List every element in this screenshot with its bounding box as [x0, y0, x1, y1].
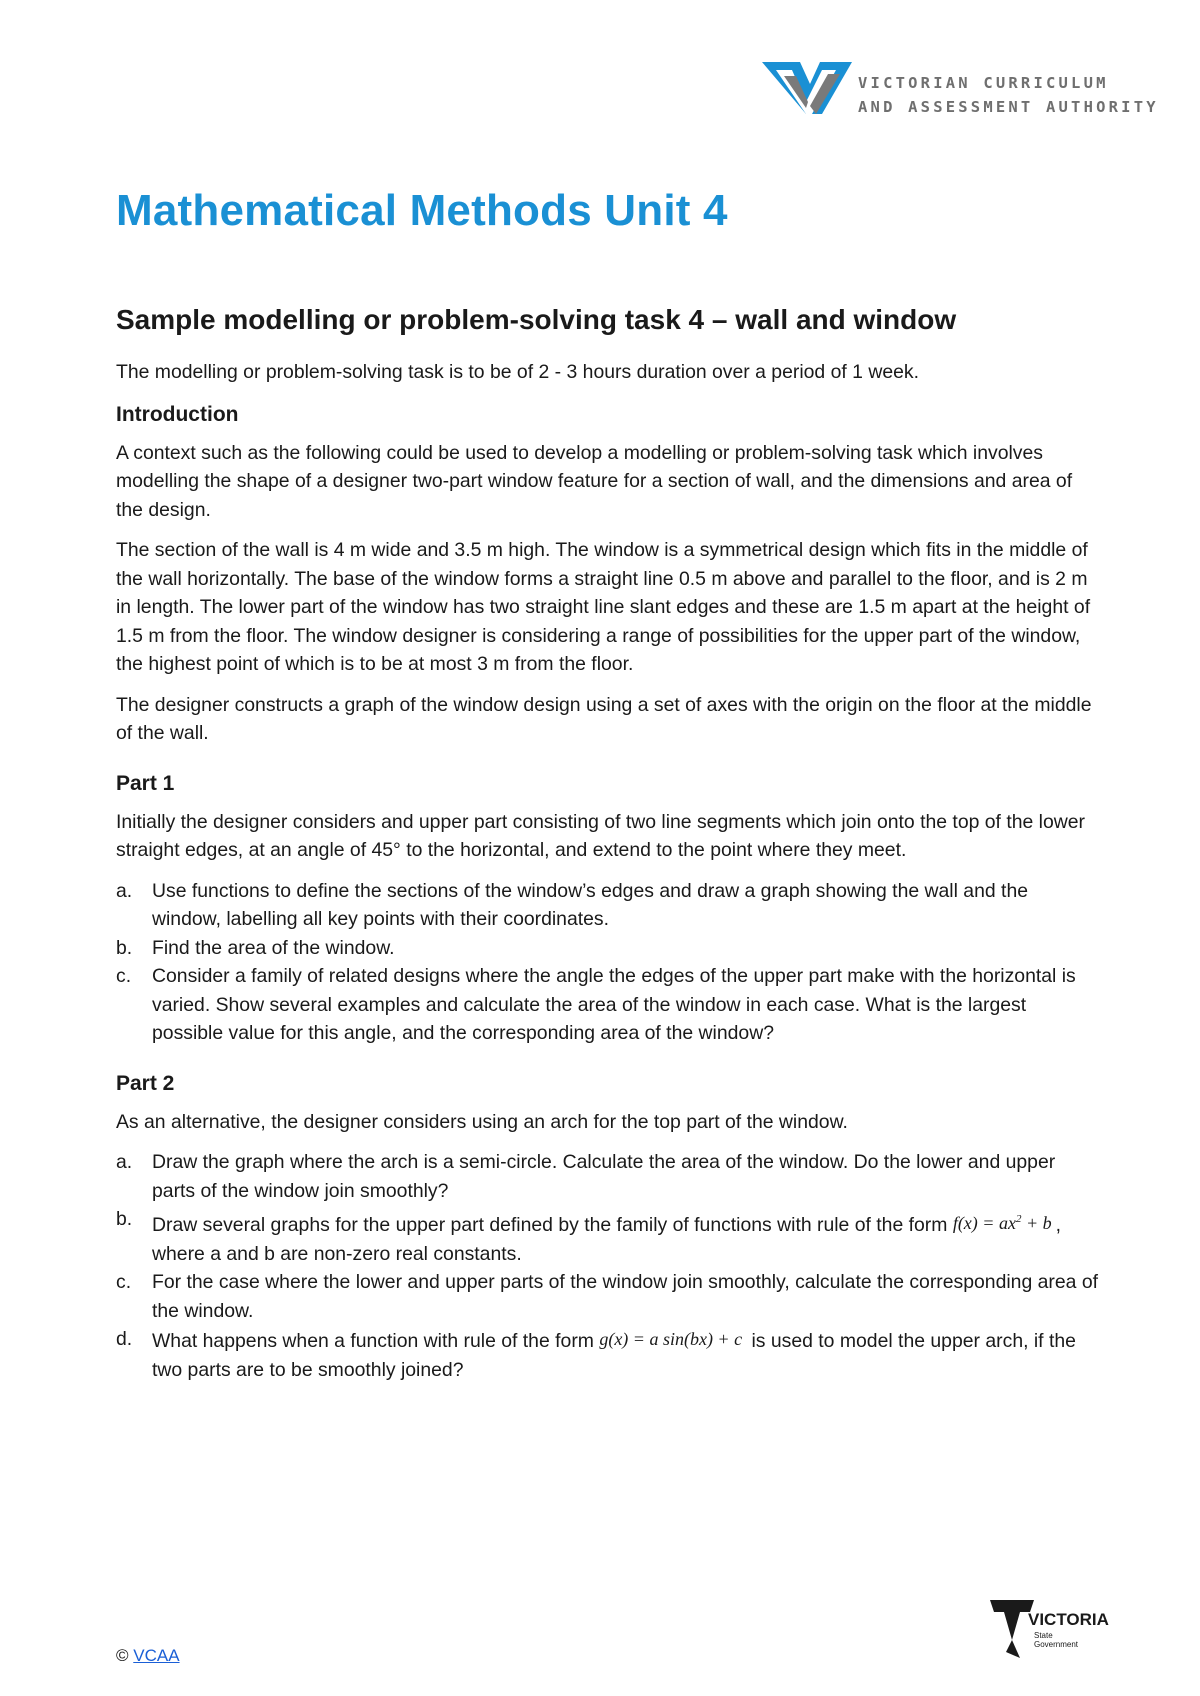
- formula-f: [953, 1205, 1052, 1238]
- part1-intro: Initially the designer considers and upper part consisting of two line segments which join onto the top of the lower straight edges, at an angle of 45° to the horizontal, and extend to the point where they meet.: [116, 810, 1086, 861]
- copyright-symbol: ©: [116, 1646, 129, 1665]
- vcaa-mark-icon: [762, 62, 852, 124]
- list-item: [116, 962, 1100, 1048]
- list-marker: c.: [116, 1271, 132, 1293]
- list-item: [116, 1148, 1100, 1205]
- part2-heading: Part 2: [116, 1071, 175, 1095]
- list-item: [116, 1268, 1100, 1325]
- list-item-text-after: , where a and b are non-zero real constants.: [152, 1214, 1061, 1265]
- victoria-government-logo: [990, 1600, 1109, 1670]
- formula-g: g(x) = a sin(bx) + c: [599, 1329, 743, 1349]
- page-title: Mathematical Methods Unit 4: [116, 186, 728, 235]
- list-item-text: For the case where the lower and upper parts of the window join smoothly, calculate the corresponding area of the window.: [152, 1271, 1099, 1322]
- org-name-line1: VICTORIAN CURRICULUM: [858, 74, 1109, 92]
- list-item: [116, 1205, 1100, 1268]
- list-item-text-after: is used to model the upper arch, if the two parts are to be smoothly joined?: [152, 1330, 1076, 1381]
- part1-heading: Part 1: [116, 771, 175, 795]
- introduction-paragraph-2: The section of the wall is 4 m wide and 3.5 m high. The window is a symmetrical design which fits in the middle of the wall horizontally. The base of the window forms a straight line 0.5 m above and parallel to the floor, and is 2 m in length. The lower part of the window has two straight line slant edges and these are 1.5 m apart at the height of 1.5 m from the floor. The window designer is considering a range of possibilities for the upper part of the window, the highest point of which is to be at most 3 m from the floor.: [116, 539, 1091, 675]
- task-subtitle: Sample modelling or problem-solving task 4 – wall and window: [116, 304, 957, 335]
- list-item-text: Find the area of the window.: [152, 936, 395, 959]
- formula-f-main: f(x) = ax: [952, 1213, 1016, 1233]
- list-item: [116, 877, 1100, 934]
- vcaa-link[interactable]: VCAA: [133, 1646, 180, 1665]
- list-marker: d.: [116, 1328, 133, 1350]
- part2-intro: As an alternative, the designer considers using an arch for the top part of the window.: [116, 1110, 848, 1133]
- part1-list: [116, 877, 1100, 1048]
- victoria-wordmark: VICTORIA: [1028, 1610, 1109, 1629]
- vcaa-logo: [762, 62, 1159, 124]
- list-marker: c.: [116, 965, 132, 987]
- victoria-sub2: Government: [1034, 1640, 1079, 1649]
- list-item-text: Draw several graphs for the upper part defined by the family of functions with rule of the form: [152, 1214, 948, 1236]
- list-marker: a.: [116, 879, 133, 902]
- footer: [116, 1646, 180, 1666]
- list-marker: a.: [116, 1151, 133, 1173]
- victoria-sub1: State: [1034, 1631, 1053, 1640]
- introduction-heading: Introduction: [116, 402, 239, 426]
- list-item-text: Use functions to define the sections of the window’s edges and draw a graph showing the wall and the window, labelling all key points with their coordinates.: [152, 879, 1029, 930]
- list-item-text: Consider a family of related designs where the angle the edges of the upper part make with the horizontal is varied. Show several examples and calculate the area of the window in each case. What is the largest possible value for this angle, and the corresponding area of the window?: [152, 965, 1076, 1044]
- list-marker: b.: [116, 1208, 133, 1230]
- org-name-line2: AND ASSESSMENT AUTHORITY: [858, 98, 1159, 116]
- part2-list: [116, 1148, 1100, 1384]
- introduction-paragraph-3: The designer constructs a graph of the window design using a set of axes with the origin on the floor at the middle of the wall.: [116, 693, 1092, 744]
- duration-text: The modelling or problem-solving task is to be of 2 - 3 hours duration over a period of 1 week.: [116, 361, 919, 383]
- list-item: [116, 1325, 1100, 1384]
- list-marker: b.: [116, 936, 133, 959]
- list-item-text: Draw the graph where the arch is a semi-circle. Calculate the area of the window. Do the lower and upper parts of the window join smoothly?: [152, 1151, 1056, 1202]
- list-item: [116, 934, 1100, 963]
- list-item-text: What happens when a function with rule of the form: [152, 1330, 594, 1352]
- formula-f-tail: + b: [1021, 1213, 1052, 1233]
- document-body: [116, 358, 1100, 1396]
- introduction-paragraph-1: A context such as the following could be used to develop a modelling or problem-solving task which involves modelling the shape of a designer two-part window feature for a section of wall, and the dimensions and area of the design.: [116, 441, 1073, 521]
- formula-f-exponent: 2: [1015, 1213, 1022, 1225]
